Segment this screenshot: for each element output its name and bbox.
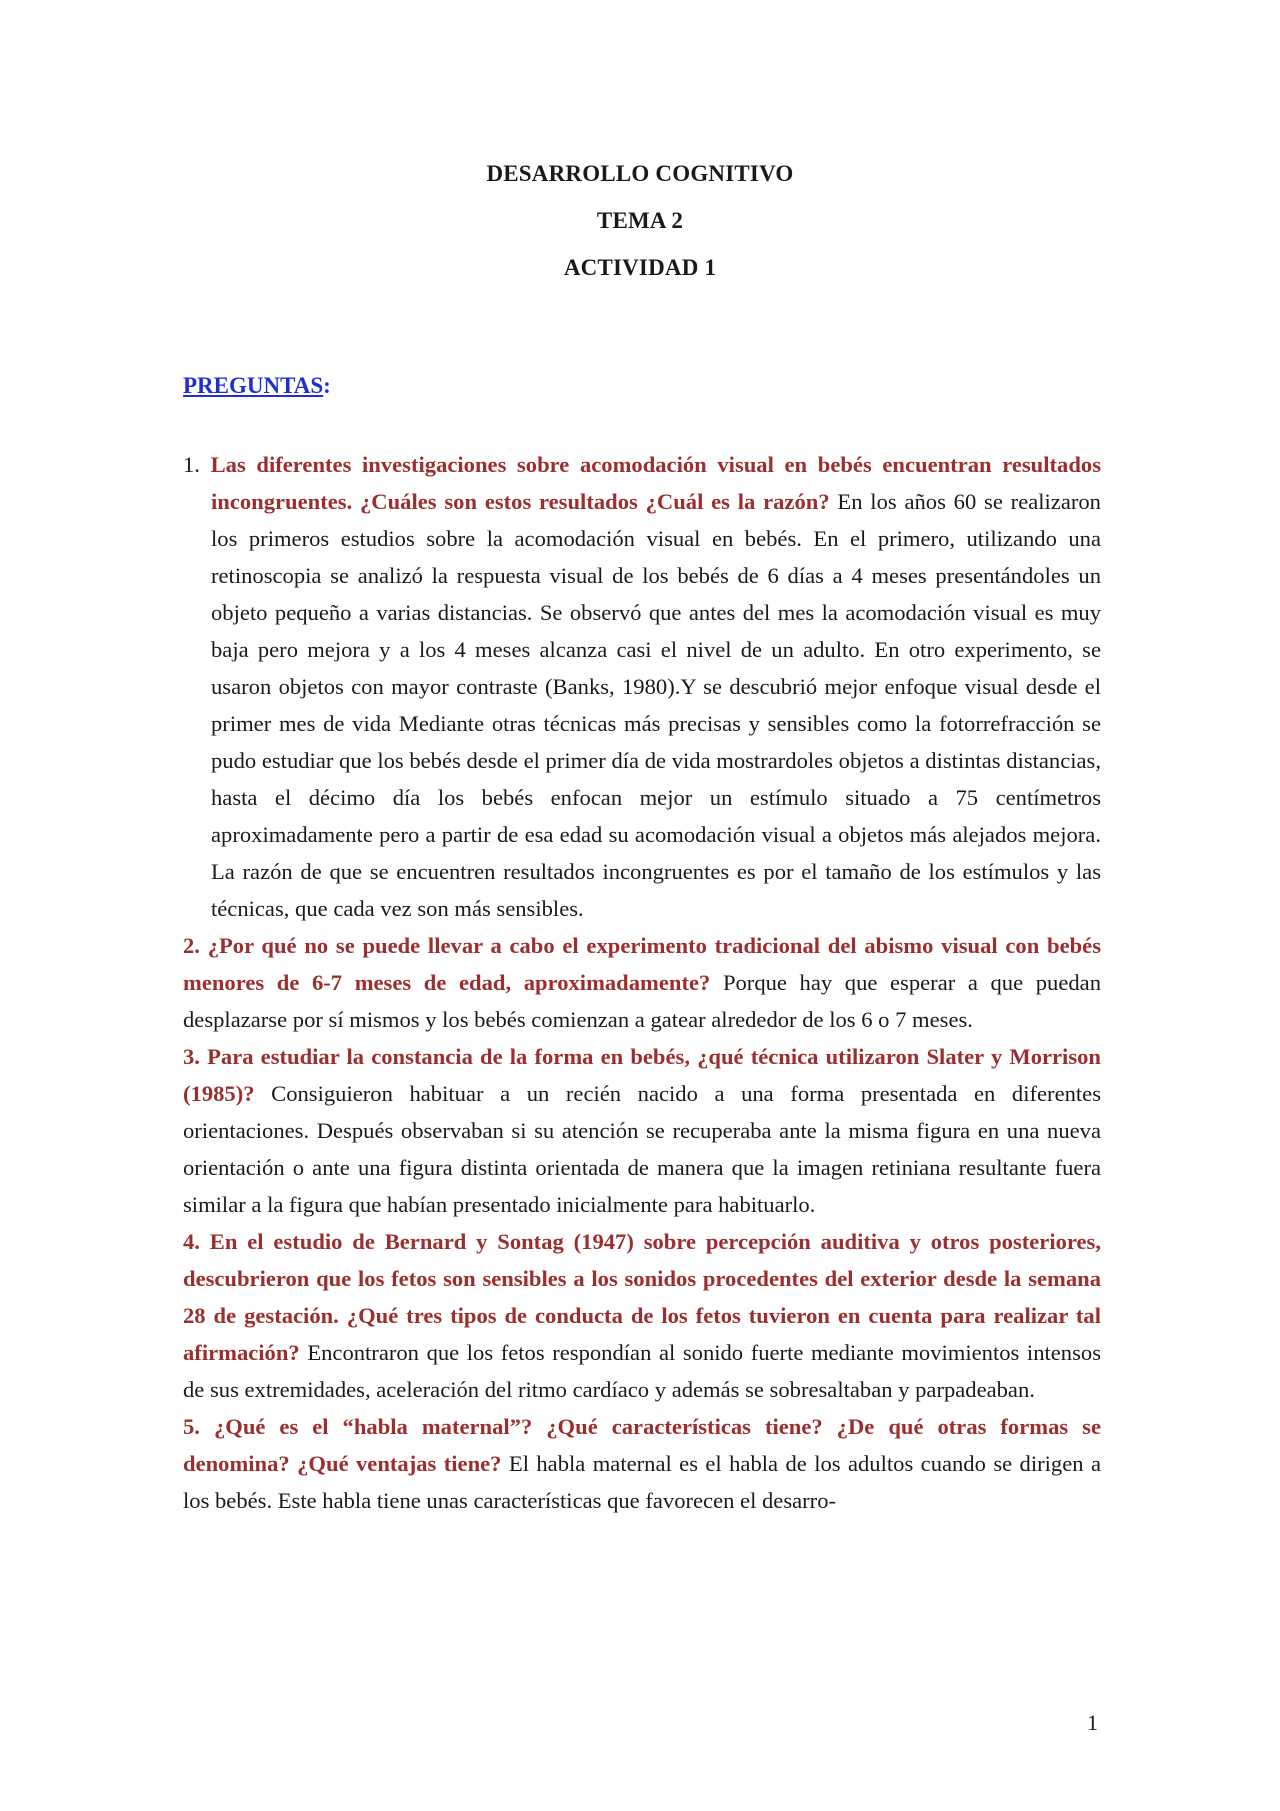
preguntas-link[interactable]: PREGUNTAS	[183, 373, 324, 398]
question-item-4	[183, 1223, 1101, 1408]
topic-title: TEMA 2	[596, 208, 684, 233]
activity-title: ACTIVIDAD 1	[563, 255, 717, 280]
question-number: 5.	[183, 1414, 200, 1439]
question-number: 3.	[183, 1044, 200, 1069]
question-item-5	[183, 1408, 1101, 1519]
question-text: En el estudio de Bernard y Sontag (1947) sobre percepción auditiva y otros posteriores, descubrieron que los fetos son sensibles a los sonidos procedentes del exterior desde la semana 28 de gestación. ¿Qué tres tipos de conducta de los fetos tuvieron en cuenta para realizar tal afirmación?	[183, 1229, 1101, 1365]
course-title: DESARROLLO COGNITIVO	[486, 161, 794, 186]
page-number: 1	[1087, 1710, 1098, 1735]
question-text: Las diferentes investigaciones sobre acomodación visual en bebés encuentran resultados incongruentes. ¿Cuáles son estos resultados ¿Cuál es la razón?	[210, 452, 1101, 514]
question-number: 2.	[183, 933, 200, 958]
section-heading-colon: :	[323, 373, 331, 398]
section-heading	[183, 373, 331, 399]
question-number: 4.	[183, 1229, 200, 1254]
answer-text: En los años 60 se realizaron los primeros estudios sobre la acomodación visual en bebés. En el primero, utilizando una retinoscopia se analizó la respuesta visual de los bebés de 6 días a 4 meses presentándoles un objeto pequeño a varias distancias. Se observó que antes del mes la acomodación visual es muy baja pero mejora y a los 4 meses alcanza casi el nivel de un adulto. En otro experimento, se usaron objetos con mayor contraste (Banks, 1980).Y se descubrió mejor enfoque visual desde el primer mes de vida Mediante otras técnicas más precisas y sensibles como la fotorrefracción se pudo estudiar que los bebés desde el primer día de vida mostrardoles objetos a distintas distancias, hasta el décimo día los bebés enfocan mejor un estímulo situado a 75 centímetros aproximadamente pero a partir de esa edad su acomodación visual a objetos más alejados mejora. La razón de que se encuentren resultados incongruentes es por el tamaño de los estímulos y las técnicas, que cada vez son más sensibles.	[211, 489, 1101, 921]
answer-text: Consiguieron habituar a un recién nacido a una forma presentada en diferentes orientaciones. Después observaban si su atención se recuperaba ante la misma figura en una nueva orientación o ante una figura distinta orientada de manera que la imagen retiniana resultante fuera similar a la figura que habían presentado inicialmente para habituarlo.	[183, 1081, 1101, 1217]
question-text: ¿Por qué no se puede llevar a cabo el experimento tradicional del abismo visual con bebés menores de 6-7 meses de edad, aproximadamente?	[183, 933, 1101, 995]
question-text: ¿Qué es el “habla maternal”? ¿Qué características tiene? ¿De qué otras formas se denomina? ¿Qué ventajas tiene?	[183, 1414, 1101, 1476]
questions-list	[183, 446, 1101, 1519]
answer-text: Encontraron que los fetos respondían al sonido fuerte mediante movimientos intensos de sus extremidades, aceleración del ritmo cardíaco y además se sobresaltaban y parpadeaban.	[183, 1340, 1101, 1402]
answer-text: El habla maternal es el habla de los adultos cuando se dirigen a los bebés. Este habla tiene unas características que favorecen el desarro-	[183, 1451, 1101, 1513]
question-item-2	[183, 927, 1101, 1038]
question-number: 1.	[183, 452, 200, 477]
answer-text: Porque hay que esperar a que puedan desplazarse por sí mismos y los bebés comienzan a gatear alrededor de los 6 o 7 meses.	[183, 970, 1101, 1032]
document-header	[0, 150, 1280, 291]
question-item-3	[183, 1038, 1101, 1223]
question-text: Para estudiar la constancia de la forma en bebés, ¿qué técnica utilizaron Slater y Morrison (1985)?	[183, 1044, 1101, 1106]
question-item-1	[183, 446, 1101, 927]
